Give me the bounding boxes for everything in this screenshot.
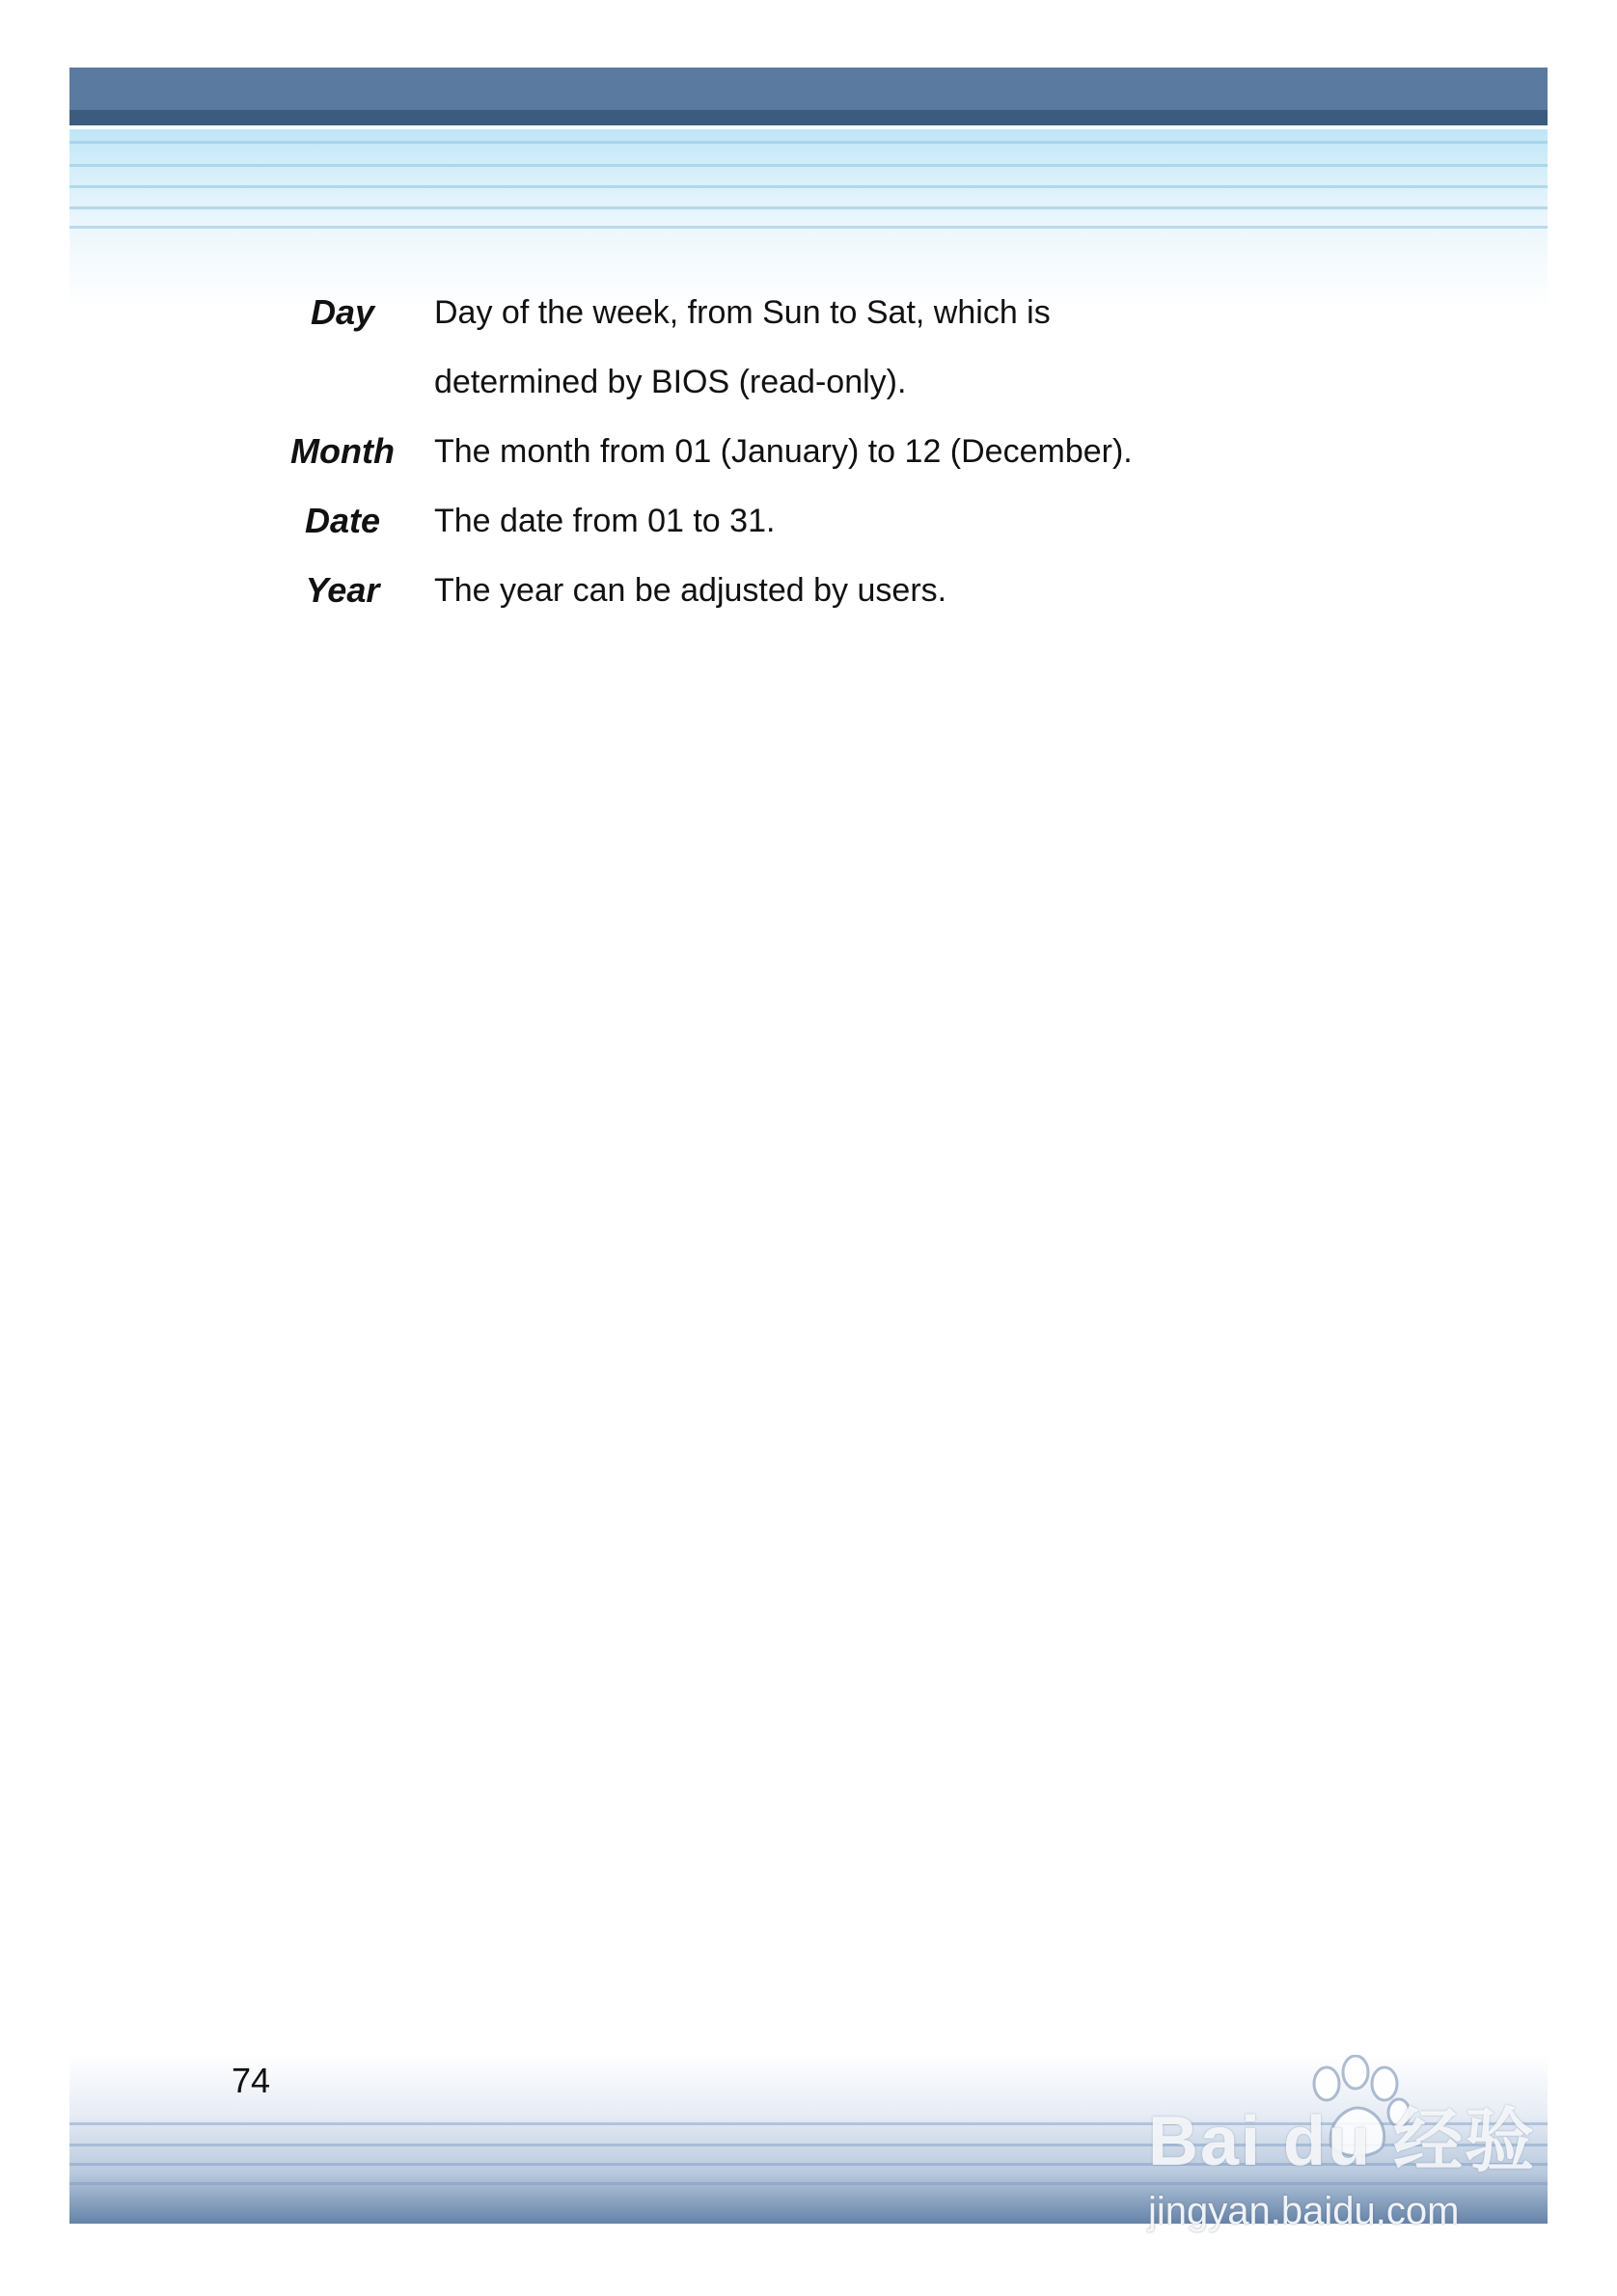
header-stripe	[69, 226, 1548, 229]
desc-year: The year can be adjusted by users.	[434, 572, 947, 609]
term-month: Month	[290, 431, 395, 471]
term-day: Day	[310, 292, 375, 332]
term-date: Date	[304, 501, 381, 540]
watermark-url: jingyan.baidu.com	[1148, 2190, 1460, 2232]
page-number: 74	[232, 2061, 271, 2100]
desc-month: The month from 01 (January) to 12 (December).	[434, 433, 1133, 470]
desc-day-line1: Day of the week, from Sun to Sat, which is	[434, 294, 1051, 331]
header-stripe	[69, 206, 1548, 209]
desc-date: The date from 01 to 31.	[434, 503, 776, 539]
desc-day-line2: determined by BIOS (read-only).	[434, 364, 907, 400]
header-stripe	[69, 164, 1548, 167]
watermark-logo: Bai du 经验	[1148, 2103, 1537, 2180]
baidu-watermark	[1138, 2045, 1544, 2238]
term-year: Year	[305, 570, 380, 610]
header-bar-bottom	[69, 110, 1548, 125]
header-stripe	[69, 141, 1548, 144]
header-stripe	[69, 185, 1548, 188]
header-bar-top	[69, 68, 1548, 110]
page-header-band	[69, 68, 1548, 309]
